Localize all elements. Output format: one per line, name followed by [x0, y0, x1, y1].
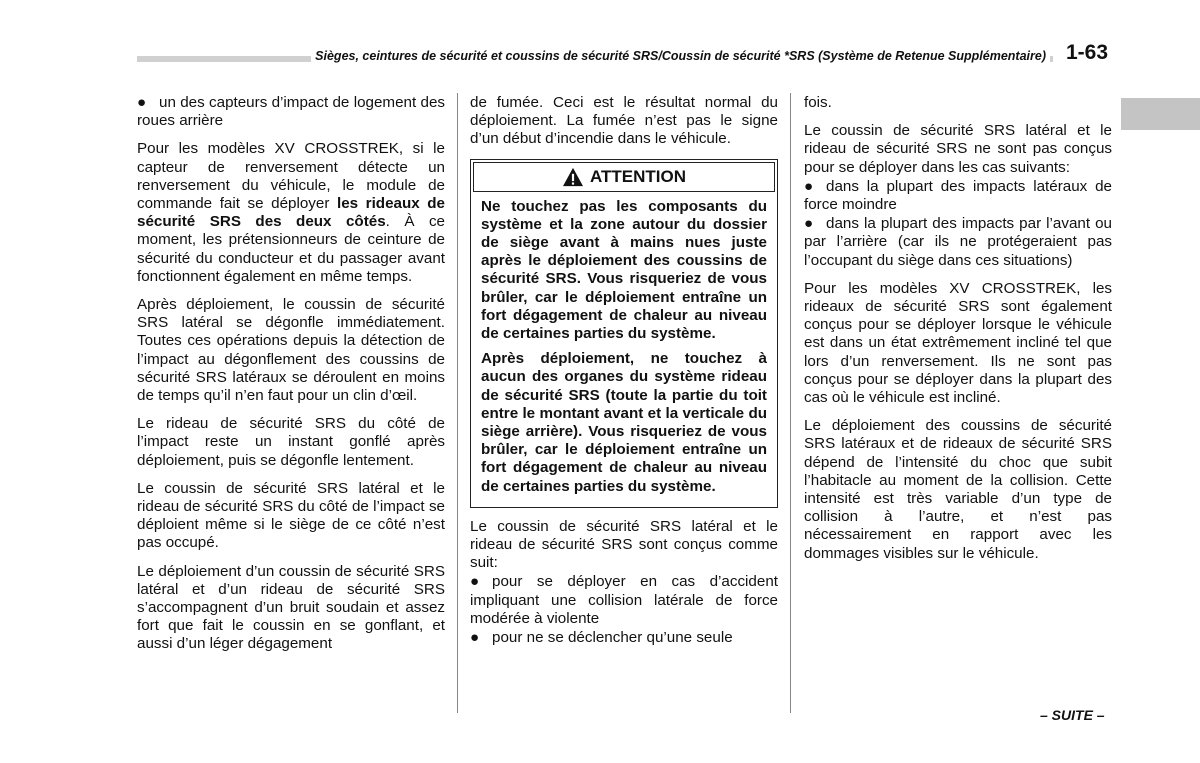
continued-label: – SUITE – [1040, 707, 1105, 723]
bullet-text: dans la plupart des impacts latéraux de force moindre [804, 177, 1112, 214]
paragraph-text: . À ce moment, les prétensionneurs de ceinture de sécurité du conducteur et du passager avant fonctionnent également en même temps. [137, 213, 445, 285]
bullet-item [470, 573, 778, 628]
attention-header [473, 162, 775, 192]
bullet-item [470, 629, 778, 647]
page-number: 1-63 [1066, 41, 1109, 64]
column-divider [457, 93, 458, 713]
paragraph: Le déploiement d’un coussin de sécurité SRS latéral et d’un rideau de sécurité SRS s’accompagnent d’un bruit soudain et assez fort que fait le coussin en se gonflant, et aussi d’un léger dégagement [137, 562, 445, 653]
bullet-icon: ● [137, 94, 147, 111]
paragraph: Le coussin de sécurité SRS latéral et le rideau de sécurité SRS sont conçus comme suit: [470, 517, 778, 572]
paragraph: fois. [804, 94, 832, 111]
bullet-text: pour ne se déclencher qu’une seule [492, 629, 733, 647]
attention-paragraph: Ne touchez pas les composants du système et la zone autour du dossier de siège avant à mains nues juste après le déploiement des coussins de sécurité SRS. Vous risqueriez de vous brûler, car le déploiement entraîne un fort dégagement de chaleur au niveau de certaines parties du système. [481, 197, 767, 343]
bullet-item [804, 178, 1112, 214]
attention-box [470, 159, 778, 508]
bullet-item [804, 215, 1112, 270]
column-2 [470, 94, 778, 648]
paragraph: Pour les modèles XV CROSSTREK, les rideaux de sécurité SRS sont également conçus pour se déployer lorsque le véhicule est dans un état extrêmement incliné tel que lors d’un renversement. Ils ne sont pas conçus pour se déployer dans la plupart des cas où le véhicule est incliné. [804, 279, 1112, 407]
bullet-text: pour se déployer en cas d’accident impliquant une collision latérale de force modérée à violente [470, 573, 778, 627]
paragraph: Après déploiement, le coussin de sécurité SRS latéral se dégonfle immédiatement. Toutes ces opérations depuis la détection de l’impact au dégonflement des coussins de sécurité SRS latéraux se déroulent en moins de temps qu’il n’en faut pour un clin d’œil. [137, 296, 445, 405]
paragraph: de fumée. Ceci est le résultat normal du déploiement. La fumée n’est pas le signe d’un début d’incendie dans le véhicule. [470, 94, 778, 148]
bullet-icon: ● [804, 177, 814, 195]
paragraph: Le déploiement des coussins de sécurité SRS latéraux et de rideaux de sécurité SRS dépend de l’intensité du choc que subit l’habitacle au moment de la collision. Cette intensité est très variable d’un type de collision à l’autre, et n’est pas nécessairement en rapport avec les dommages visibles sur le véhicule. [804, 417, 1112, 562]
paragraph-text: Pour les modèles XV CROSSTREK, si le capteur de renversement détecte un renversement du véhicule, le module de commande fait se déployer [137, 140, 445, 213]
paragraph [137, 140, 445, 286]
column-1 [137, 94, 445, 664]
bullet-icon: ● [804, 215, 814, 233]
column-divider [790, 93, 791, 713]
attention-title: ATTENTION [589, 166, 686, 186]
attention-body [471, 194, 777, 507]
bullet-text: dans la plupart des impacts par l’avant ou par l’arrière (car ils ne protégeraient pas l’occupant du siège dans ces situations) [804, 215, 1112, 269]
emphasis-text: les rideaux de sécurité SRS des deux côtés [137, 195, 445, 231]
warning-triangle-icon [562, 167, 584, 187]
paragraph: Le coussin de sécurité SRS latéral et le rideau de sécurité SRS ne sont pas conçus pour se déployer dans les cas suivants: [804, 122, 1112, 176]
bullet-item [137, 94, 445, 130]
bullet-icon: ● [470, 573, 480, 591]
attention-paragraph: Après déploiement, ne touchez à aucun des organes du système rideau de sécurité SRS (toute la partie du toit entre le montant avant et la verticale du siège arrière). Vous risqueriez de vous brûler, car le déploiement entraîne un fort dégagement de chaleur au niveau de certaines parties du système. [481, 350, 767, 495]
section-title: Sièges, ceintures de sécurité et coussins de sécurité SRS/Coussin de sécurité *SRS (Système de Retenue Supplémentaire) [311, 49, 1050, 63]
paragraph: Le coussin de sécurité SRS latéral et le rideau de sécurité SRS du côté de l’impact se déploient même si le siège de ce côté n’est pas occupé. [137, 479, 445, 552]
chapter-thumb-tab [1121, 98, 1200, 130]
paragraph: Le rideau de sécurité SRS du côté de l’impact reste un instant gonflé après déploiement, puis se dégonfle lentement. [137, 415, 445, 469]
column-3 [804, 94, 1112, 573]
bullet-text: un des capteurs d’impact de logement des roues arrière [137, 94, 445, 130]
bullet-icon: ● [470, 629, 480, 647]
